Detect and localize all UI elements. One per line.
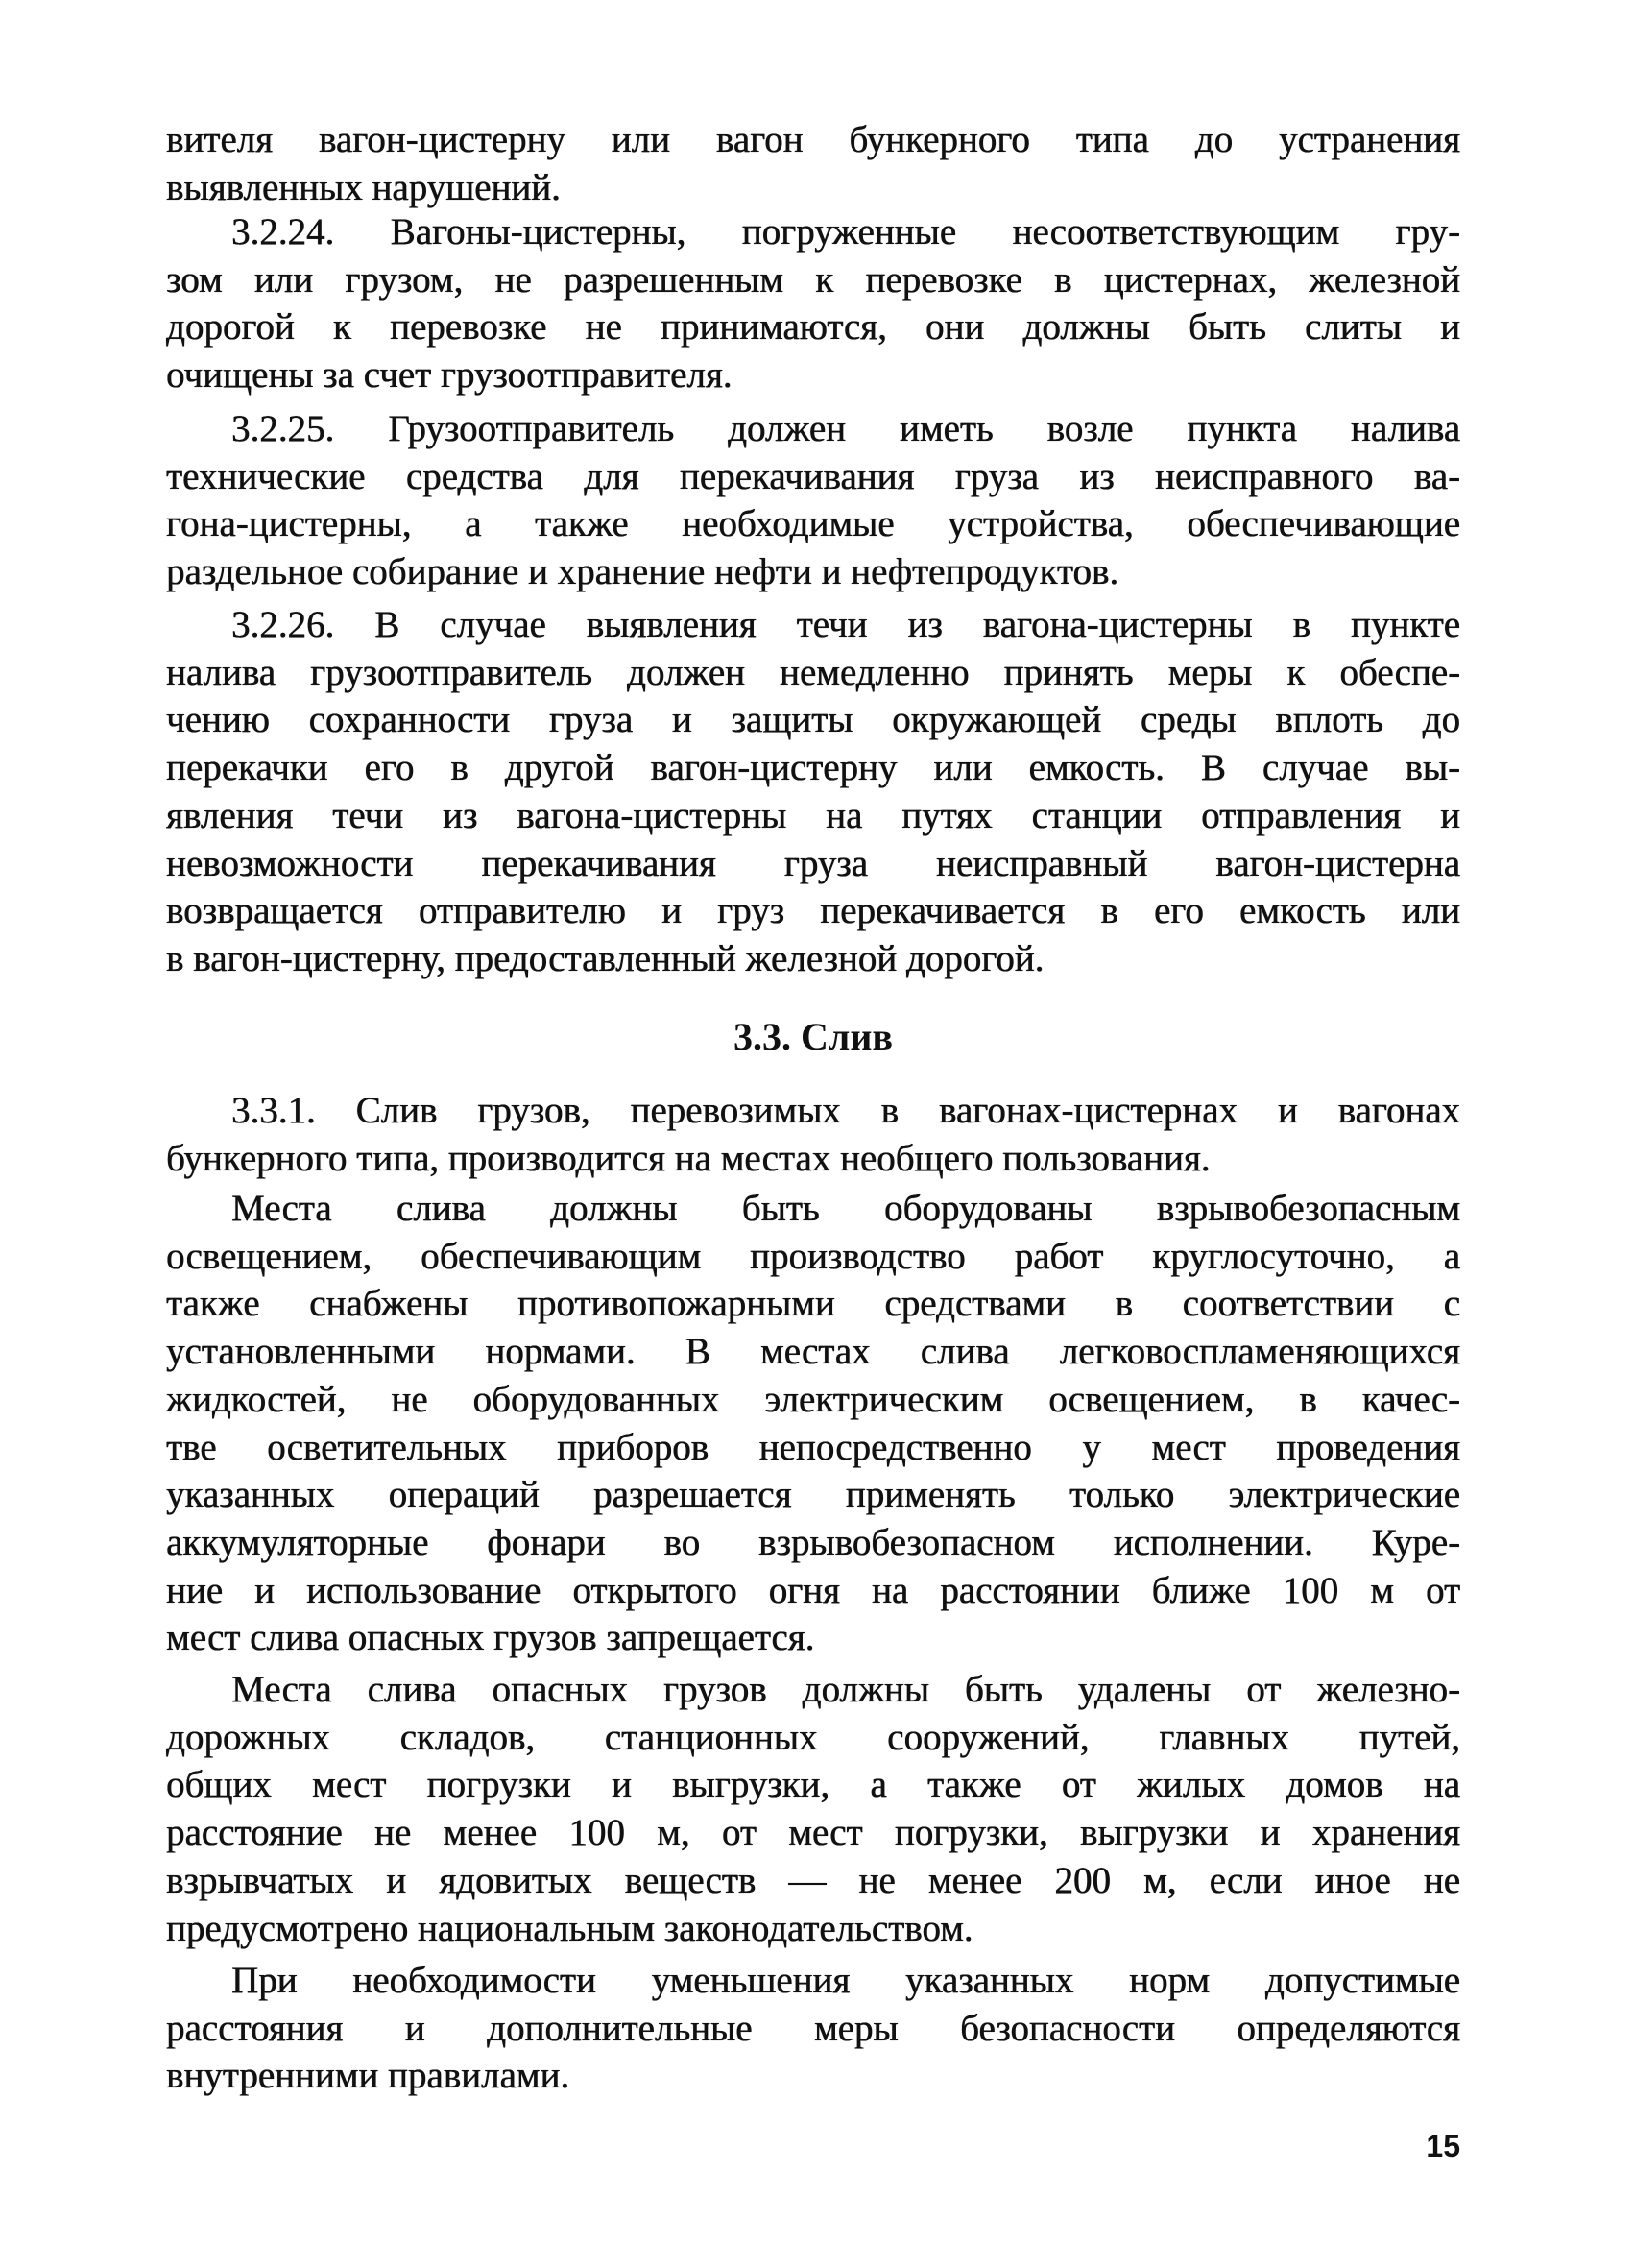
text-line: очищены за счет грузоотправителя.	[166, 354, 733, 397]
text-line: дорожных складов, станционных сооружений, главных путей,	[166, 1716, 1460, 1758]
text-line: дорогой к перевозке не принимаются, они должны быть слиты и	[166, 306, 1460, 349]
text-line: При необходимости уменьшения указанных норм допустимые	[231, 1960, 1460, 2001]
text-line: Места слива опасных грузов должны быть удалены от железно-	[231, 1669, 1460, 1710]
text-line: технические средства для перекачивания груза из неисправного ва-	[166, 455, 1460, 497]
text-line: 3.2.24. Вагоны-цистерны, погруженные несоответствующим гру-	[231, 211, 1460, 253]
text-line: гона-цистерны, а также необходимые устройства, обеспечивающие	[166, 503, 1460, 545]
text-line: указанных операций разрешается применять только электрические	[166, 1474, 1460, 1516]
text-line: чению сохранности груза и защиты окружающей среды вплоть до	[166, 699, 1460, 741]
text-line: 3.3.1. Слив грузов, перевозимых в вагонах-цистернах и вагонах	[231, 1090, 1460, 1131]
text-line: раздельное собирание и хранение нефти и нефтепродуктов.	[166, 551, 1119, 593]
text-line: тве осветительных приборов непосредственно у мест проведения	[166, 1426, 1460, 1468]
text-line: освещением, обеспечивающим производство работ круглосуточно, а	[166, 1235, 1460, 1277]
text-line: возвращается отправителю и груз перекачивается в его емкость или	[166, 890, 1460, 932]
text-line: зом или грузом, не разрешенным к перевозке в цистернах, железной	[166, 258, 1460, 301]
text-line: расстояние не менее 100 м, от мест погрузки, выгрузки и хранения	[166, 1812, 1460, 1854]
text-line: мест слива опасных грузов запрещается.	[166, 1617, 815, 1659]
page-number: 15	[1426, 2129, 1460, 2163]
text-line: расстояния и дополнительные меры безопасности определяются	[166, 2007, 1460, 2049]
section-heading: 3.3. Слив	[733, 1015, 893, 1058]
text-line: 3.2.26. В случае выявления течи из вагона-цистерны в пункте	[231, 604, 1460, 645]
paragraph-3-3-1	[166, 1087, 1460, 1182]
text-line: вителя вагон-цистерну или вагон бункерного типа до устранения	[166, 119, 1460, 160]
paragraph-distances	[166, 1666, 1460, 1952]
paragraph-continuation	[166, 116, 1460, 211]
text-line: жидкостей, не оборудованных электрическим освещением, в качес-	[166, 1378, 1460, 1420]
paragraph-3-2-25	[166, 405, 1460, 596]
text-line: также снабжены противопожарными средствами в соответствии с	[166, 1283, 1460, 1325]
paragraph-reduction	[166, 1957, 1460, 2100]
paragraph-3-2-24	[166, 208, 1460, 399]
text-line: 3.2.25. Грузоотправитель должен иметь возле пункта налива	[231, 408, 1460, 449]
text-line: невозможности перекачивания груза неисправный вагон-цистерна	[166, 842, 1460, 884]
text-line: ние и использование открытого огня на расстоянии ближе 100 м от	[166, 1569, 1460, 1611]
text-line: выявленных нарушений.	[166, 166, 561, 208]
text-line: аккумуляторные фонари во взрывобезопасном исполнении. Куре-	[166, 1521, 1460, 1563]
text-line: внутренними правилами.	[166, 2055, 570, 2097]
text-line: предусмотрено национальным законодательством.	[166, 1907, 973, 1949]
text-line: перекачки его в другой вагон-цистерну или емкость. В случае вы-	[166, 747, 1460, 789]
text-line: бункерного типа, производится на местах необщего пользования.	[166, 1137, 1211, 1179]
text-line: общих мест погрузки и выгрузки, а также от жилых домов на	[166, 1764, 1460, 1806]
text-line: явления течи из вагона-цистерны на путях станции отправления и	[166, 794, 1460, 836]
text-line: взрывчатых и ядовитых веществ — не менее 200 м, если иное не	[166, 1859, 1460, 1901]
text-line: установленными нормами. В местах слива легковоспламеняющихся	[166, 1331, 1460, 1373]
paragraph-3-2-26	[166, 601, 1460, 983]
text-line: Места слива должны быть оборудованы взрывобезопасным	[231, 1188, 1460, 1229]
paragraph-lighting	[166, 1185, 1460, 1662]
text-line: в вагон-цистерну, предоставленный железной дорогой.	[166, 937, 1045, 979]
text-line: налива грузоотправитель должен немедленно принять меры к обеспе-	[166, 651, 1460, 693]
